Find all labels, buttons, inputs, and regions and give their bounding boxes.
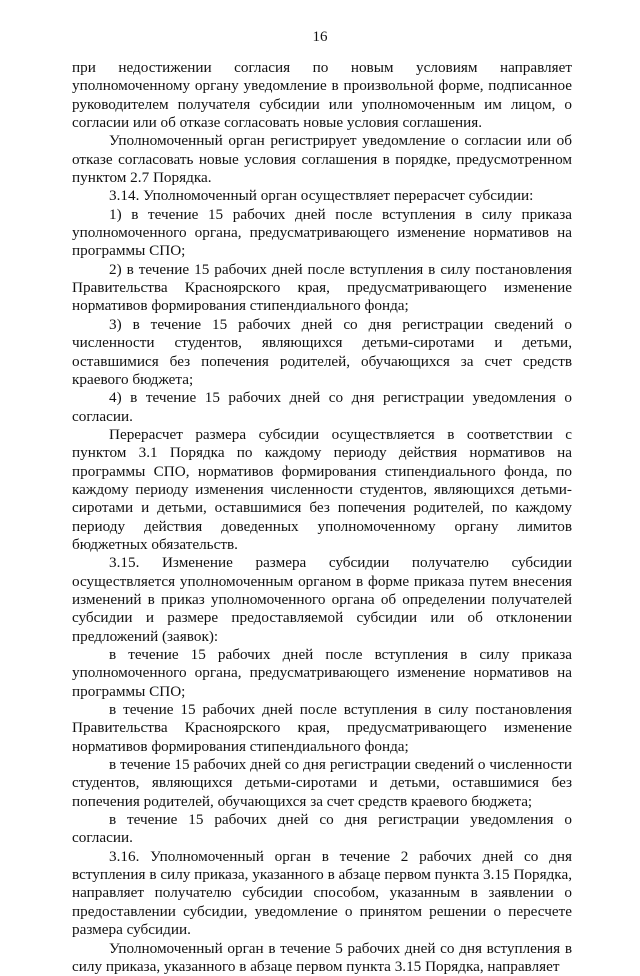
paragraph: Уполномоченный орган регистрирует уведомление о согласии или об отказе согласовать новые условия соглашения в порядке, предусмотренном пунктом 2.7 Порядка.: [72, 132, 572, 187]
paragraph-continuation: при недостижении согласия по новым условиям направляет уполномоченному органу уведомление в произвольной форме, подписанное руководителем получателя субсидии или уполномоченным им лицом, о согласии или об отказе согласовать новые условия соглашения.: [72, 59, 572, 132]
clause-3-14-heading: 3.14. Уполномоченный орган осуществляет перерасчет субсидии:: [72, 187, 572, 205]
list-item: 4) в течение 15 рабочих дней со дня регистрации уведомления о согласии.: [72, 389, 572, 426]
list-item: в течение 15 рабочих дней со дня регистрации сведений о численности студентов, являющихся детьми-сиротами и детьми, оставшимися без попечения родителей, обучающихся за счет средств краевого бюджета;: [72, 756, 572, 811]
clause-3-16: 3.16. Уполномоченный орган в течение 2 рабочих дней со дня вступления в силу приказа, указанного в абзаце первом пункта 3.15 Порядка, направляет получателю субсидии способом, указанным в заявлении о предоставлении субсидии, уведомление о принятом решении о пересчете размера субсидии.: [72, 848, 572, 940]
page-number: 16: [0, 28, 640, 46]
list-item: в течение 15 рабочих дней после вступления в силу приказа уполномоченного органа, предусматривающего изменение нормативов на программы СПО;: [72, 646, 572, 701]
list-item: 1) в течение 15 рабочих дней после вступления в силу приказа уполномоченного органа, предусматривающего изменение нормативов на программы СПО;: [72, 206, 572, 261]
paragraph: Уполномоченный орган в течение 5 рабочих дней со дня вступления в силу приказа, указанного в абзаце первом пункта 3.15 Порядка, направляет: [72, 940, 572, 976]
clause-3-15-heading: 3.15. Изменение размера субсидии получателю субсидии осуществляется уполномоченным органом в форме приказа путем внесения изменений в приказ уполномоченного органа об определении получателей субсидии и размере предоставляемой субсидии или об отклонении предложений (заявок):: [72, 554, 572, 646]
list-item: 3) в течение 15 рабочих дней со дня регистрации сведений о численности студентов, являющихся детьми-сиротами и детьми, оставшимися без попечения родителей, обучающихся за счет средств краевого бюджета;: [72, 316, 572, 389]
list-item: в течение 15 рабочих дней со дня регистрации уведомления о согласии.: [72, 811, 572, 848]
paragraph: Перерасчет размера субсидии осуществляется в соответствии с пунктом 3.1 Порядка по каждому периоду действия нормативов на программы СПО, нормативов формирования стипендиального фонда, по каждому периоду изменения численности студентов, являющихся детьми-сиротами и детьми, оставшимися без попечения родителей, по каждому периоду действия доведенных уполномоченному органу лимитов бюджетных обязательств.: [72, 426, 572, 554]
list-item: в течение 15 рабочих дней после вступления в силу постановления Правительства Красноярского края, предусматривающего изменение нормативов формирования стипендиального фонда;: [72, 701, 572, 756]
document-body: [72, 59, 572, 976]
list-item: 2) в течение 15 рабочих дней после вступления в силу постановления Правительства Красноярского края, предусматривающего изменение нормативов формирования стипендиального фонда;: [72, 261, 572, 316]
